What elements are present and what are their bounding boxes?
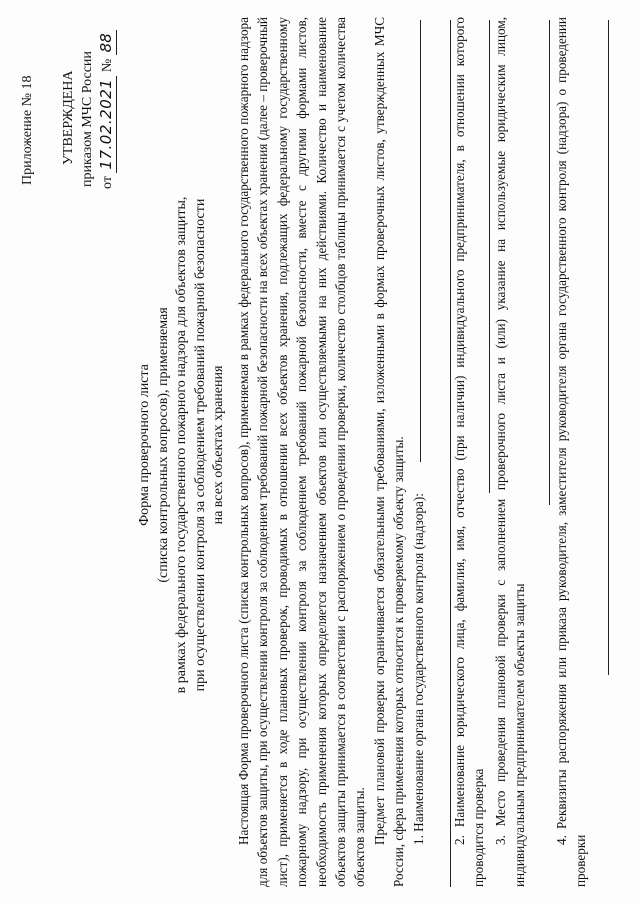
form-body [234, 17, 591, 887]
fill-line-item-3 [549, 20, 550, 505]
fill-line-item-1 [420, 20, 421, 462]
approval-block [60, 30, 118, 189]
title-line-4: при осуществлении контроля за соблюдением требований пожарной безопасности [192, 198, 208, 692]
annex-label: Приложение № 18 [20, 75, 35, 185]
item-1: 1. Наименование органа государственного контроля (надзора): [410, 493, 426, 845]
fill-line-item-2 [489, 20, 490, 493]
date-line [97, 30, 118, 189]
item-2: 2. Наименование юридического лица, фамилия, имя, отчество (при наличии) индивидуального предпринимателя, в отношении которого проводится проверка [452, 17, 487, 887]
title-line-3: в рамках федерального государственного пожарного надзора для объектов защиты, [174, 196, 190, 694]
subject-paragraph: Предмет плановой проверки ограничивается обязательными требованиями, изложенными в формах проверочных листов, утвержденных МЧС России, сфера применения которых относится к проверяемому объекту защиты. [371, 17, 407, 887]
item-3: 3. Место проведения плановой проверки с заполнением проверочного листа и (или) указание на используемые юридическим лицом, индивидуальным предпринимателем объекты защиты [492, 17, 528, 887]
approved-label: УТВЕРЖДЕНА [61, 70, 76, 165]
intro-paragraph: Настоящая Форма проверочного листа (списка контрольных вопросов), применяемая в рамках федерального государственного пожарного надзора для объектов защиты, при осуществлении контроля за соблюдением требований пожарной безопасности на всех объектах хранения (далее – проверочный лист), применяется в ходе плановых проверок, проводимых в отношении всех объектов хранения, подлежащих федеральному государственному пожарному надзору, при осуществлении контроля за соблюдением требований пожарной безопасности, вместе с другими формами листов, необходимость применения которых определяется назначением объектов или осуществляемыми на них действиями. Количество и наименование объектов защиты принимается в соответствии с распоряжением о проведении проверки, количество столбцов таблицы принимается с учетом количества объектов защиты. [236, 17, 368, 887]
handwritten-number: 88 [97, 30, 117, 55]
item-4: 4. Реквизиты распоряжения или приказа руководителя, заместителя руководителя органа государственного контроля (надзора) о проведении проверки [553, 17, 589, 887]
date-prefix: от [100, 176, 115, 189]
title-line-1: Форма проверочного листа [137, 364, 152, 526]
number-prefix: № [100, 58, 115, 73]
title-line-2: (списка контрольных вопросов), применяемая [155, 307, 171, 583]
form-title [136, 165, 229, 725]
handwritten-date: 17.02.2021 [97, 76, 117, 173]
fill-line-item-4 [608, 20, 609, 675]
order-label: приказом МЧС России [79, 51, 95, 187]
fill-line-item-1b [450, 20, 451, 887]
title-line-5: на всех объектах хранения [211, 365, 227, 525]
